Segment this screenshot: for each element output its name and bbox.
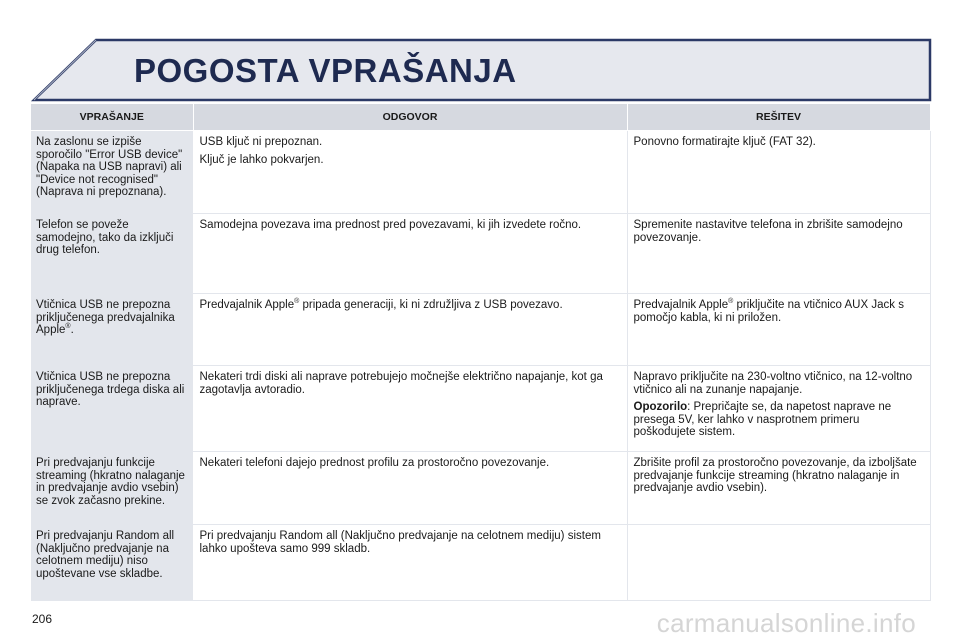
table-row [31,131,930,214]
table-row [31,525,930,601]
question-text: Vtičnica USB ne prepozna priključenega trdega diska ali naprave. [36,371,185,408]
column-header-answer: ODGOVOR [193,104,627,131]
question-cell [31,452,193,525]
registered-mark: ® [65,323,71,331]
answer-cell [193,366,627,452]
solution-text: Zbrišite profil za prostoročno povezovanje, da izboljšate predvajanje funkcije streaming (hkratno nalaganje in predvajanje avdio vsebin). [633,457,917,494]
table-row [31,452,930,525]
solution-text: Spremenite nastavitve telefona in zbrišite samodejno povezovanje. [633,219,903,244]
column-header-question: VPRAŠANJE [31,104,193,131]
answer-text: Nekateri telefoni dajejo prednost profilu za prostoročno povezovanje. [199,457,550,469]
question-cell [31,366,193,452]
question-text: Telefon se poveže samodejno, tako da izključi drug telefon. [36,219,174,256]
solution-text-end: priključite na vtičnico AUX Jack s pomočjo kabla, ki ni priložen. [633,299,904,324]
page-number: 206 [32,612,53,626]
table-row [31,214,930,294]
question-text: Na zaslonu se izpiše sporočilo "Error USB device" (Napaka na USB napravi) ali "Device not recognised" (Naprava ni prepoznana). [36,136,183,198]
answer-cell [193,525,627,601]
solution-cell [627,525,930,601]
solution-cell [627,366,930,452]
answer-text-end: pripada generaciji, ki ni združljiva z USB povezavo. [299,299,563,311]
solution-warning [634,401,924,439]
question-cell [31,131,193,214]
question-cell [31,214,193,294]
table-header-row [31,104,930,131]
answer-cell [193,294,627,366]
answer-text: Ključ je lahko pokvarjen. [199,153,324,166]
solution-text: Predvajalnik Apple [633,299,729,311]
registered-mark: ® [728,298,734,306]
column-header-solution: REŠITEV [627,104,930,131]
solution-text: Napravo priključite na 230-voltno vtičnico, na 12-voltno vtičnico ali na zunanje napajanje. [633,371,913,396]
question-cell [31,294,193,366]
answer-cell [193,452,627,525]
solution-cell [627,294,930,366]
answer-text: Nekateri trdi diski ali naprave potrebujejo močnejše električno napajanje, kot ga zagotavlja avtoradio. [199,371,603,396]
solution-text: Ponovno formatirajte ključ (FAT 32). [633,136,816,148]
question-text: Vtičnica USB ne prepozna priključenega predvajalnika Apple [36,299,175,336]
table-row [31,294,930,366]
title-banner [0,0,960,104]
warning-label: Opozorilo [633,401,688,413]
faq-table [31,104,931,601]
answer-text: Predvajalnik Apple [199,299,295,311]
answer-cell [193,131,627,214]
question-text: Pri predvajanju funkcije streaming (hkratno nalaganje in predvajanje avdio vsebin) se zvok začasno prekine. [36,457,185,507]
answer-cell [193,214,627,294]
question-cell [31,525,193,601]
solution-cell [627,131,930,214]
question-text-end: . [70,324,74,336]
solution-cell [627,452,930,525]
warning-text: : Prepričajte se, da napetost naprave ne presega 5V, ker lahko v nasprotnem primeru poškodujete sistem. [633,401,892,438]
answer-text: Samodejna povezava ima prednost pred povezavami, ki jih izvedete ročno. [199,219,582,231]
answer-text: USB ključ ni prepoznan. [199,136,323,148]
page-title: POGOSTA VPRAŠANJA [134,52,517,89]
solution-cell [627,214,930,294]
table-row [31,366,930,452]
question-text: Pri predvajanju Random all (Naključno predvajanje na celotnem mediju) niso upoštevane vse skladbe. [36,530,175,580]
answer-text: Pri predvajanju Random all (Naključno predvajanje na celotnem mediju) sistem lahko upošteva samo 999 skladb. [199,530,601,555]
registered-mark: ® [294,298,300,306]
watermark: carmanualsonline.info [656,608,916,638]
